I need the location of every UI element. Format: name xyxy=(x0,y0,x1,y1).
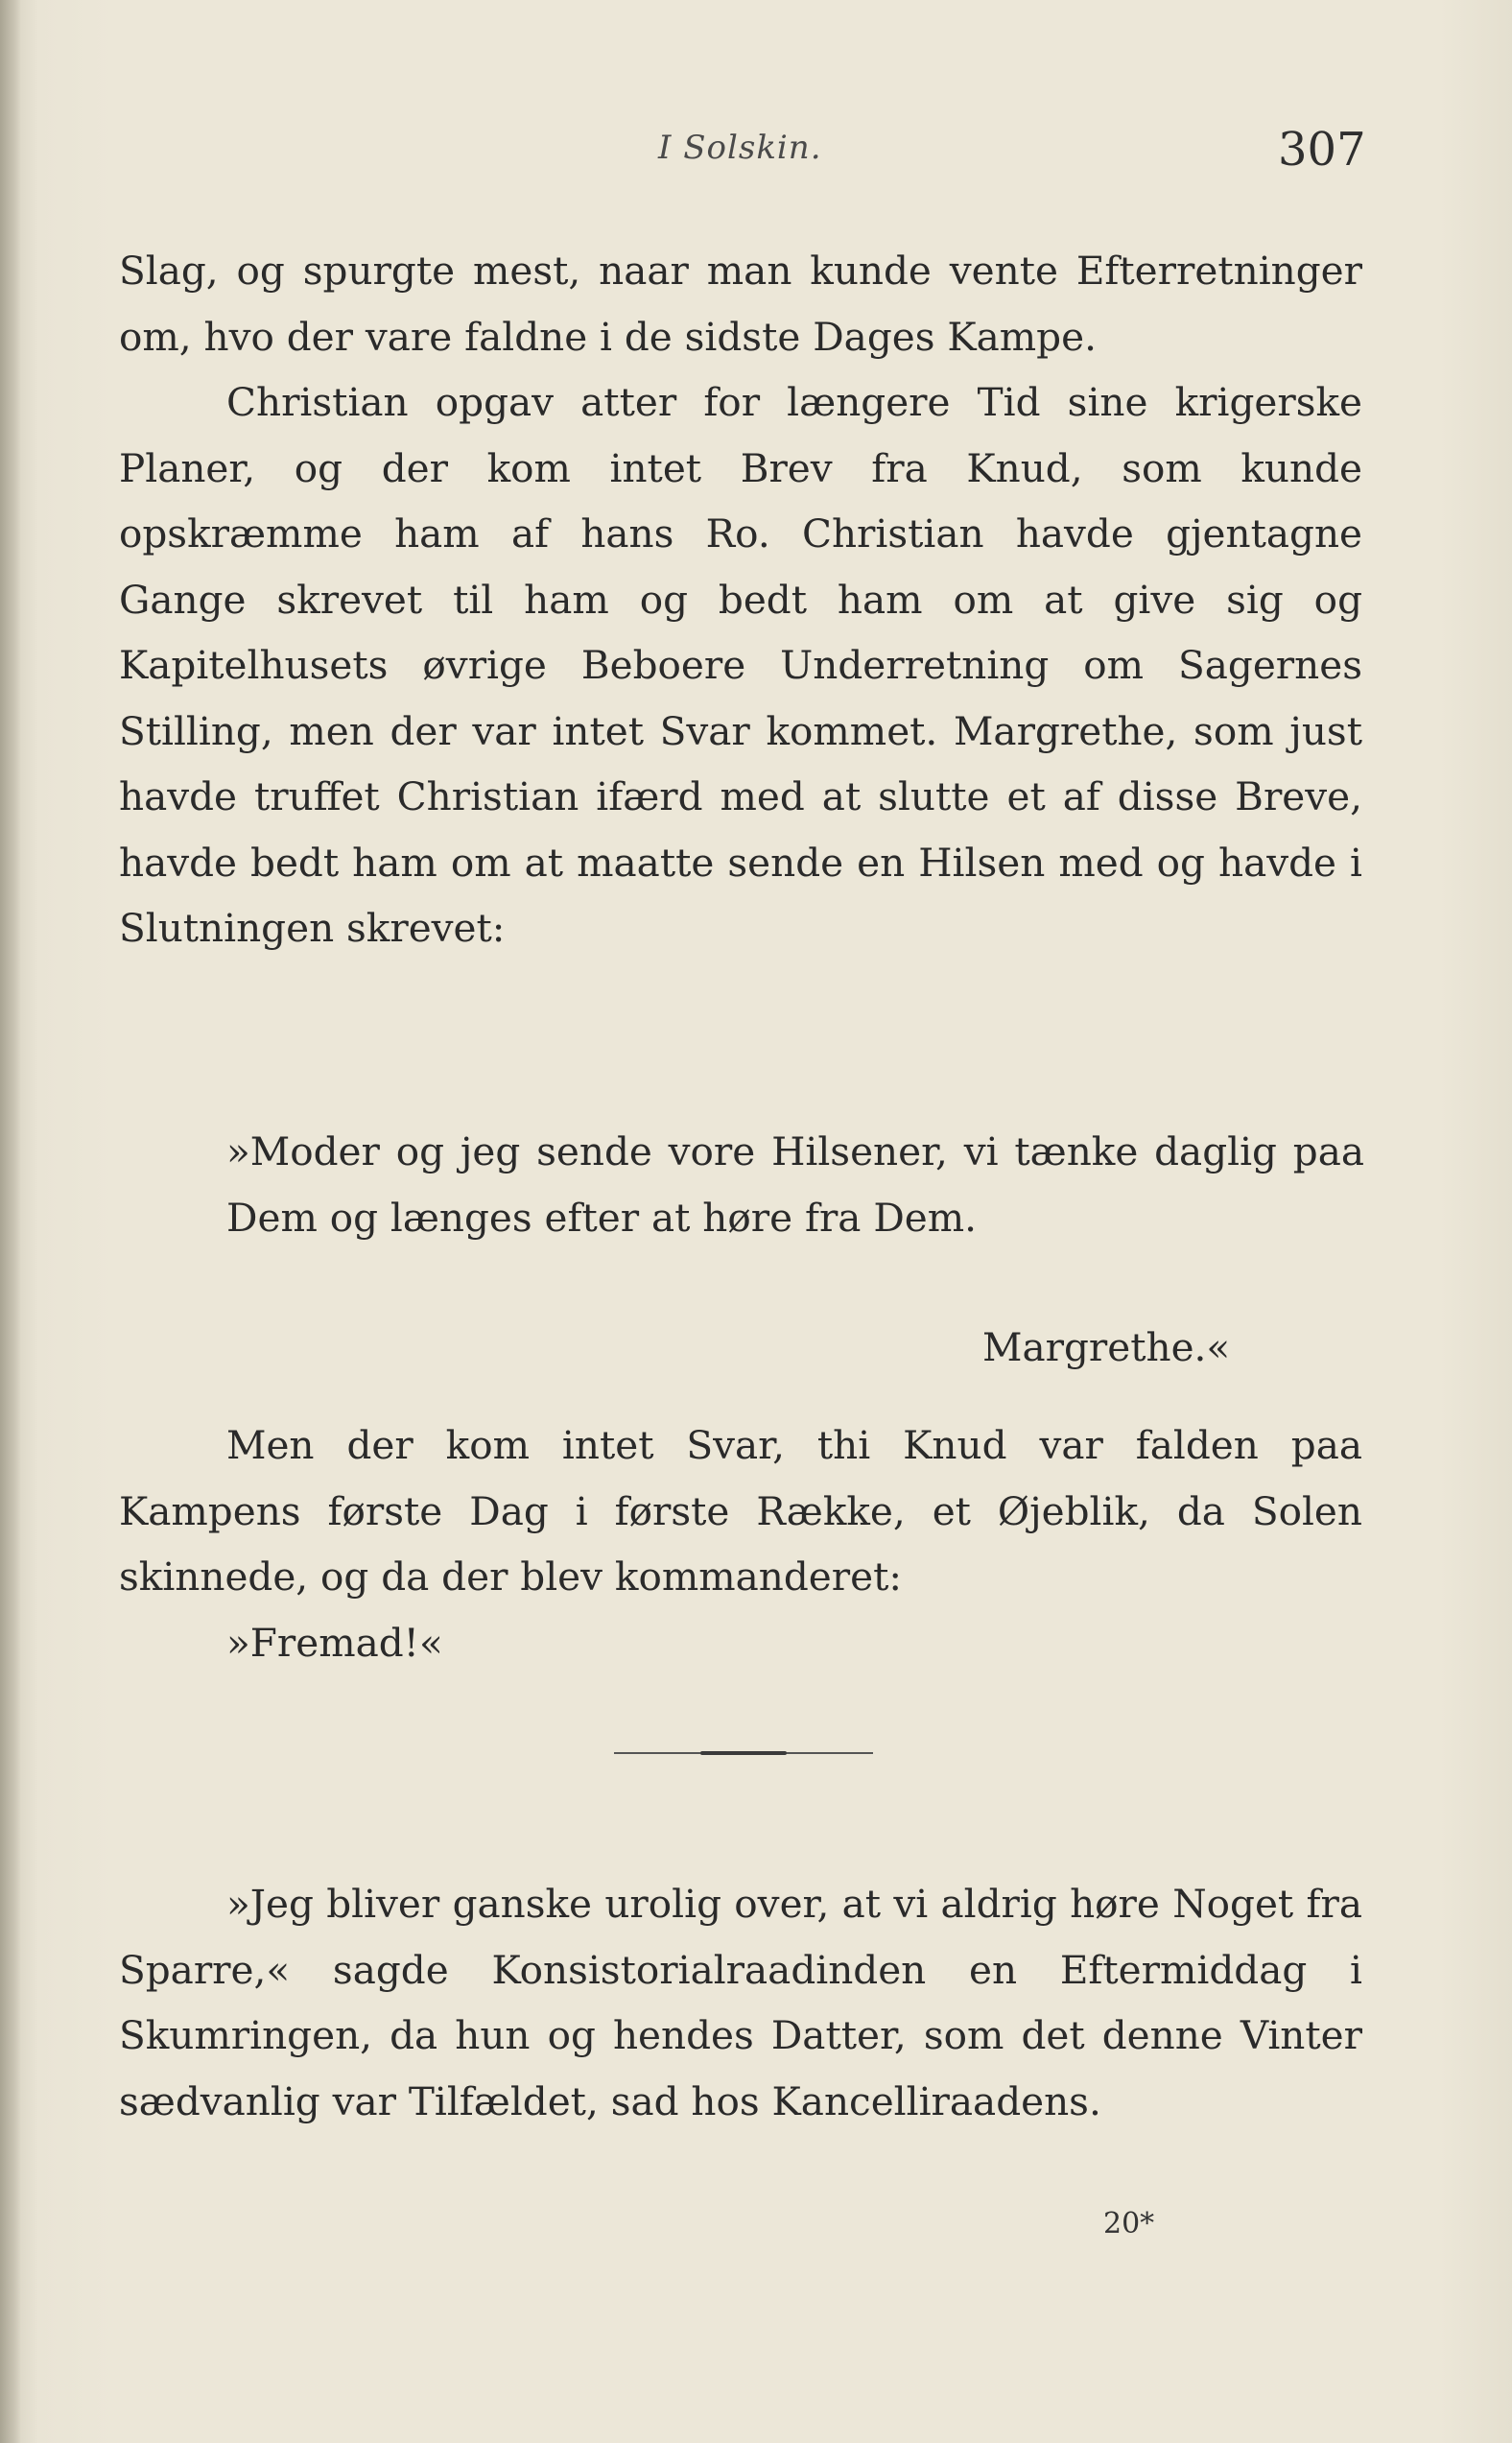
section-divider xyxy=(614,1752,873,1754)
quoted-letter xyxy=(226,1119,1364,1250)
printer-signature-mark: 20* xyxy=(1103,2207,1155,2241)
paragraph-block-1 xyxy=(119,238,1362,961)
page-gutter-shadow xyxy=(0,0,21,2443)
paragraph-fremad: »Fremad!« xyxy=(226,1619,443,1666)
page-number: 307 xyxy=(1278,123,1366,177)
letter-text: »Moder og jeg sende vore Hilsener, vi tænke daglig paa Dem og længes efter at høre fra Dem. xyxy=(226,1128,1364,1241)
running-head xyxy=(0,123,1512,180)
paragraph-block-3 xyxy=(119,1871,1362,2134)
paragraph-block-2 xyxy=(119,1412,1362,1675)
running-title: I Solskin. xyxy=(658,129,822,167)
letter-signature: Margrethe.« xyxy=(982,1324,1231,1370)
paragraph-continuation: Slag, og spurgte mest, naar man kunde vente Efterretninger om, hvo der vare faldne i de sidste Dages Kampe. xyxy=(119,248,1362,360)
paragraph-christian: Christian opgav atter for længere Tid sine krigerske Planer, og der kom intet Brev fra Knud, som kunde opskræmme ham af hans Ro. Christian havde gjentagne Gange skrevet til ham og bedt ham om at give sig og Kapitelhusets øvrige Beboere Underretning om Sagernes Stilling, men der var intet Svar kommet. Margrethe, som just havde truffet Christian ifærd med at slutte et af disse Breve, havde bedt ham om at maatte sende en Hilsen med og havde i Slutningen skrevet: xyxy=(119,379,1362,951)
paragraph-sparre: »Jeg bliver ganske urolig over, at vi aldrig høre Noget fra Sparre,« sagde Konsistorialraadinden en Eftermiddag i Skumringen, da hun og hendes Datter, som det denne Vinter sædvanlig var Tilfældet, sad hos Kancelliraadens. xyxy=(119,1881,1362,2124)
paragraph-knud: Men der kom intet Svar, thi Knud var falden paa Kampens første Dag i første Række, et Øjeblik, da Solen skinnede, og da der blev kommanderet: xyxy=(119,1422,1362,1600)
